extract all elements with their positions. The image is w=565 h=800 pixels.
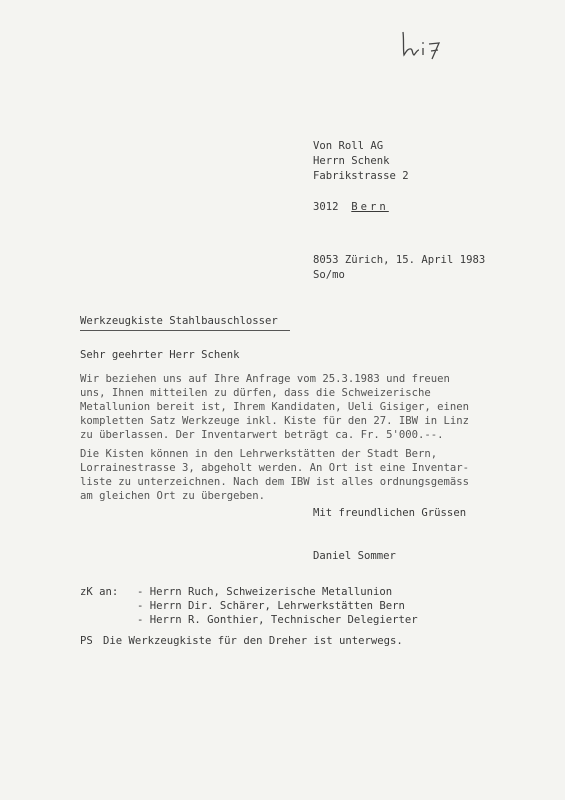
recipient-city-line (313, 200, 389, 215)
cc-item: - Herrn Ruch, Schweizerische Metallunion (137, 586, 393, 598)
salutation: Sehr geehrter Herr Schenk (80, 349, 240, 361)
subject-underline (80, 330, 290, 331)
paragraph-line: uns, Ihnen mitteilen zu dürfen, dass die Schweizerische (80, 387, 431, 399)
recipient-company: Von Roll AG (313, 140, 384, 152)
subject-heading: Werkzeugkiste Stahlbauschlosser (80, 315, 278, 327)
handwritten-note (398, 28, 448, 62)
cc-item: - Herrn Dir. Schärer, Lehrwerkstätten Bern (137, 600, 405, 612)
recipient-zip: 3012 (313, 201, 339, 213)
paragraph-line: Die Kisten können in den Lehrwerkstätten der Stadt Bern, (80, 448, 438, 460)
paragraph-line: Lorrainestrasse 3, abgeholt werden. An Ort ist eine Inventar- (80, 462, 470, 474)
signatory: Daniel Sommer (313, 550, 396, 562)
recipient-street: Fabrikstrasse 2 (313, 170, 409, 182)
ps-text: Die Werkzeugkiste für den Dreher ist unterwegs. (103, 635, 403, 647)
paragraph-line: Metallunion bereit ist, Ihrem Kandidaten, Ueli Gisiger, einen (80, 401, 470, 413)
paragraph-line: zu überlassen. Der Inventarwert beträgt ca. Fr. 5'000.--. (80, 429, 444, 441)
recipient-city: Bern (351, 201, 389, 213)
paragraph-line: Wir beziehen uns auf Ihre Anfrage vom 25.3.1983 und freuen (80, 373, 450, 385)
cc-label: zK an: (80, 586, 119, 598)
paragraph-line: kompletten Satz Werkzeuge inkl. Kiste für den 27. IBW in Linz (80, 415, 470, 427)
recipient-person: Herrn Schenk (313, 155, 390, 167)
closing: Mit freundlichen Grüssen (313, 507, 467, 519)
paragraph-line: liste zu unterzeichnen. Nach dem IBW ist alles ordnungsgemäss (80, 476, 470, 488)
paragraph-line: am gleichen Ort zu übergeben. (80, 490, 265, 502)
initials: So/mo (313, 269, 345, 281)
place-date: 8053 Zürich, 15. April 1983 (313, 254, 486, 266)
ps-label: PS (80, 635, 93, 647)
cc-item: - Herrn R. Gonthier, Technischer Delegierter (137, 614, 418, 626)
